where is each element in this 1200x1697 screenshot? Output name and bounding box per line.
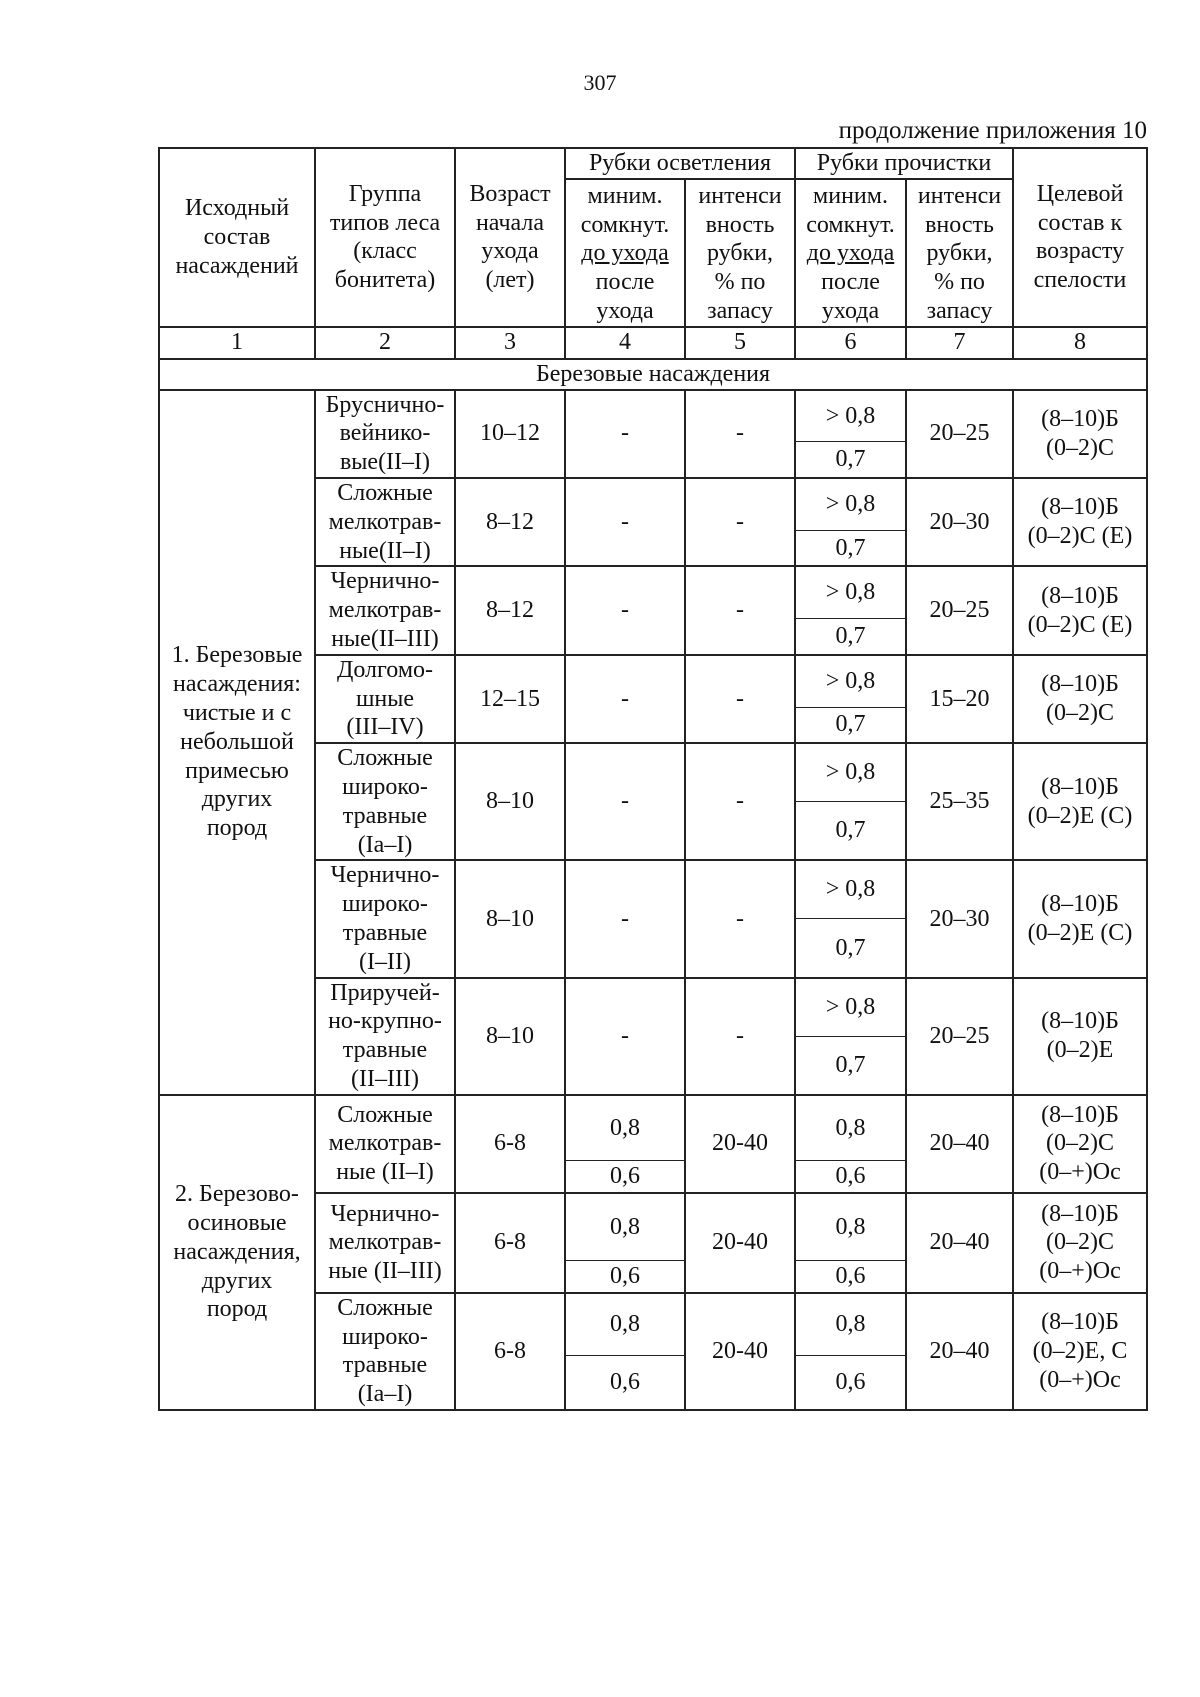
forest-type-line: травные xyxy=(342,1037,428,1064)
clearing-density-after: 0,6 xyxy=(565,1355,685,1409)
data-row xyxy=(159,1095,1147,1161)
target-composition-cell xyxy=(1013,1095,1147,1193)
clearing-min-cell: - xyxy=(565,860,685,977)
column-number-row xyxy=(159,327,1147,359)
thinning-density-after: 0,6 xyxy=(795,1355,906,1409)
forest-type-line: шные xyxy=(355,685,415,712)
forest-care-table xyxy=(158,147,1148,1411)
target-composition-cell xyxy=(1013,390,1147,478)
header-text-line: вность xyxy=(925,211,994,238)
thinning-density-after: 0,7 xyxy=(795,919,906,978)
clearing-intensity-cell: 20-40 xyxy=(685,1095,795,1193)
header-text-line: Группа xyxy=(348,180,422,207)
group-label-line: пород xyxy=(206,815,268,842)
clearing-intensity-cell: - xyxy=(685,655,795,743)
header-intensity xyxy=(685,179,795,327)
continuation-note: продолжение приложения 10 xyxy=(838,117,1147,144)
start-age-cell: 6-8 xyxy=(455,1193,565,1293)
group-label-line: примесью xyxy=(185,757,289,784)
forest-type-line: травные xyxy=(342,1352,428,1379)
clearing-intensity-cell: 20-40 xyxy=(685,1193,795,1293)
clearing-density-before: 0,8 xyxy=(565,1193,685,1261)
header-text-line: до ухода xyxy=(806,240,895,267)
forest-type-line: (III–IV) xyxy=(346,714,424,741)
target-line: (8–10)Б xyxy=(1041,1309,1119,1336)
target-line: (8–10)Б xyxy=(1041,773,1119,800)
clearing-intensity-cell: - xyxy=(685,566,795,654)
column-number: 6 xyxy=(795,327,906,359)
forest-type-line: (II–III) xyxy=(351,1065,419,1092)
group-label-birch-aspen xyxy=(159,1095,315,1410)
group-label-line: 1. Березовые xyxy=(171,642,303,669)
target-line: (0–2)Е (С) xyxy=(1027,919,1133,946)
clearing-density-after: 0,6 xyxy=(565,1161,685,1193)
clearing-min-cell: - xyxy=(565,566,685,654)
column-number: 7 xyxy=(906,327,1013,359)
header-text-line: (класс xyxy=(353,238,417,265)
forest-type-line: Приручей- xyxy=(330,979,440,1006)
forest-type-line: широко- xyxy=(342,891,428,918)
forest-type-cell xyxy=(315,566,455,654)
target-line: (0–2)Е, С xyxy=(1032,1337,1128,1364)
header-text-line: Целевой xyxy=(1036,180,1124,207)
clearing-density-before: 0,8 xyxy=(565,1293,685,1356)
thinning-density-before: 0,8 xyxy=(795,1293,906,1356)
thinning-density-before: > 0,8 xyxy=(795,390,906,442)
header-text-line: интенси xyxy=(698,182,782,209)
table-body xyxy=(159,148,1147,1410)
clearing-intensity-cell: - xyxy=(685,743,795,860)
forest-type-line: (I–II) xyxy=(359,948,411,975)
forest-type-line: широко- xyxy=(342,773,428,800)
forest-type-cell xyxy=(315,1293,455,1410)
forest-type-cell xyxy=(315,655,455,743)
target-line: (0–+)Ос xyxy=(1039,1159,1121,1186)
header-text-line: запасу xyxy=(926,297,993,324)
start-age-cell: 8–12 xyxy=(455,478,565,566)
forest-type-line: ные(II–I) xyxy=(339,537,431,564)
target-composition-cell xyxy=(1013,1193,1147,1293)
group-label-line: чистые и с xyxy=(182,699,292,726)
thinning-intensity-cell: 25–35 xyxy=(906,743,1013,860)
target-line: (0–2)Е (С) xyxy=(1027,802,1133,829)
column-number: 8 xyxy=(1013,327,1147,359)
header-text-line: рубки, xyxy=(706,240,774,267)
forest-type-line: Сложные xyxy=(337,1101,433,1128)
thinning-density-after: 0,7 xyxy=(795,530,906,566)
header-intensity xyxy=(906,179,1013,327)
column-number: 5 xyxy=(685,327,795,359)
header-text-line: состав к xyxy=(1037,209,1123,236)
clearing-intensity-cell: - xyxy=(685,860,795,977)
target-line: (0–+)Ос xyxy=(1039,1258,1121,1285)
target-composition-cell xyxy=(1013,1293,1147,1410)
thinning-density-after: 0,6 xyxy=(795,1261,906,1293)
thinning-density-after: 0,6 xyxy=(795,1161,906,1193)
column-number: 2 xyxy=(315,327,455,359)
thinning-density-before: > 0,8 xyxy=(795,478,906,530)
group-label-line: пород xyxy=(206,1296,268,1323)
header-text-line: запасу xyxy=(707,297,773,324)
target-composition-cell xyxy=(1013,655,1147,743)
thinning-density-before: > 0,8 xyxy=(795,566,906,618)
thinning-density-before: 0,8 xyxy=(795,1095,906,1161)
thinning-density-after: 0,7 xyxy=(795,802,906,861)
target-composition-cell xyxy=(1013,566,1147,654)
thinning-intensity-cell: 15–20 xyxy=(906,655,1013,743)
target-line: (8–10)Б xyxy=(1041,494,1119,521)
forest-type-line: Сложные xyxy=(337,479,433,506)
target-line: (8–10)Б xyxy=(1041,1200,1119,1227)
forest-type-cell xyxy=(315,390,455,478)
data-row xyxy=(159,390,1147,442)
group-label-line: насаждения: xyxy=(173,671,301,698)
thinning-intensity-cell: 20–25 xyxy=(906,566,1013,654)
header-text-line: рубки, xyxy=(926,240,993,267)
forest-type-line: Сложные xyxy=(337,1294,433,1321)
target-line: (8–10)Б xyxy=(1041,582,1119,609)
header-text-line: насаждений xyxy=(175,252,299,279)
header-text-line: (лет) xyxy=(485,267,535,294)
start-age-cell: 12–15 xyxy=(455,655,565,743)
clearing-intensity-cell: - xyxy=(685,390,795,478)
forest-type-line: Бруснично- xyxy=(325,391,445,418)
thinning-intensity-cell: 20–25 xyxy=(906,390,1013,478)
target-line: (0–2)С xyxy=(1046,699,1114,726)
header-text-line: Исходный xyxy=(184,195,290,222)
thinning-density-before: > 0,8 xyxy=(795,860,906,919)
start-age-cell: 10–12 xyxy=(455,390,565,478)
target-composition-cell xyxy=(1013,478,1147,566)
forest-type-line: травные xyxy=(342,919,428,946)
column-number: 3 xyxy=(455,327,565,359)
header-group-thinning: Рубки прочистки xyxy=(795,148,1013,179)
header-row-1 xyxy=(159,148,1147,179)
thinning-intensity-cell: 20–30 xyxy=(906,860,1013,977)
start-age-cell: 8–10 xyxy=(455,860,565,977)
forest-type-line: вейнико- xyxy=(339,420,431,447)
header-text-line: сомкнут. xyxy=(580,211,670,238)
target-line: (8–10)Б xyxy=(1041,1008,1119,1035)
forest-type-line: травные xyxy=(342,802,428,829)
target-line: (0–2)С xyxy=(1046,434,1114,461)
group-label-line: других xyxy=(201,786,273,813)
group-label-line: других xyxy=(201,1267,273,1294)
forest-type-line: вые(II–I) xyxy=(339,449,431,476)
forest-type-cell xyxy=(315,1193,455,1293)
group-label-birch xyxy=(159,390,315,1095)
clearing-intensity-cell: - xyxy=(685,978,795,1095)
target-line: (8–10)Б xyxy=(1041,671,1119,698)
header-forest-type-group xyxy=(315,148,455,327)
forest-type-line: мелкотрав- xyxy=(328,1229,442,1256)
clearing-min-cell: - xyxy=(565,978,685,1095)
clearing-density-after: 0,6 xyxy=(565,1261,685,1293)
group-label-line: насаждения, xyxy=(173,1238,301,1265)
header-text-line: миним. xyxy=(813,182,888,209)
header-target-composition xyxy=(1013,148,1147,327)
group-label-line: 2. Березово- xyxy=(175,1181,299,1208)
target-composition-cell xyxy=(1013,860,1147,977)
forest-type-line: ные(II–III) xyxy=(331,625,439,652)
thinning-density-after: 0,7 xyxy=(795,442,906,478)
target-line: (0–2)С xyxy=(1046,1229,1114,1256)
header-min-density xyxy=(565,179,685,327)
header-text-line: до ухода xyxy=(581,240,669,267)
forest-type-line: мелкотрав- xyxy=(328,1130,442,1157)
header-text-line: бонитета) xyxy=(334,267,436,294)
thinning-density-after: 0,7 xyxy=(795,707,906,743)
start-age-cell: 8–12 xyxy=(455,566,565,654)
header-text-line: спелости xyxy=(1033,267,1127,294)
thinning-density-before: > 0,8 xyxy=(795,743,906,802)
target-line: (0–2)С (Е) xyxy=(1027,611,1133,638)
header-text-line: % по xyxy=(714,269,766,296)
column-number: 1 xyxy=(159,327,315,359)
target-line: (0–+)Ос xyxy=(1039,1366,1121,1393)
header-text-line: ухода xyxy=(596,297,654,324)
header-text-line: сомкнут. xyxy=(806,211,895,238)
forest-type-line: Сложные xyxy=(337,745,433,772)
thinning-intensity-cell: 20–30 xyxy=(906,478,1013,566)
target-line: (8–10)Б xyxy=(1041,1101,1119,1128)
header-text-line: начала xyxy=(475,209,545,236)
group-label-line: небольшой xyxy=(180,728,294,755)
header-text-line: ухода xyxy=(821,297,880,324)
forest-type-cell xyxy=(315,978,455,1095)
thinning-density-after: 0,7 xyxy=(795,619,906,655)
forest-type-line: Чернично- xyxy=(330,862,440,889)
header-text-line: % по xyxy=(934,269,985,296)
forest-type-cell xyxy=(315,860,455,977)
thinning-intensity-cell: 20–40 xyxy=(906,1193,1013,1293)
header-text-line: ухода xyxy=(481,238,539,265)
header-text-line: типов леса xyxy=(329,209,441,236)
target-line: (0–2)С xyxy=(1046,1130,1114,1157)
forest-type-cell xyxy=(315,478,455,566)
target-composition-cell xyxy=(1013,978,1147,1095)
clearing-intensity-cell: 20-40 xyxy=(685,1293,795,1410)
column-number: 4 xyxy=(565,327,685,359)
header-care-start-age xyxy=(455,148,565,327)
thinning-intensity-cell: 20–40 xyxy=(906,1095,1013,1193)
start-age-cell: 6-8 xyxy=(455,1095,565,1193)
forest-type-line: (Ia–I) xyxy=(357,1381,413,1408)
forest-type-line: ные (II–III) xyxy=(328,1258,442,1285)
start-age-cell: 6-8 xyxy=(455,1293,565,1410)
header-text-line: интенси xyxy=(917,182,1002,209)
forest-type-line: (Ia–I) xyxy=(357,831,413,858)
header-min-density xyxy=(795,179,906,327)
target-line: (0–2)С (Е) xyxy=(1027,523,1133,550)
thinning-density-after: 0,7 xyxy=(795,1036,906,1095)
clearing-intensity-cell: - xyxy=(685,478,795,566)
header-group-clearing: Рубки осветления xyxy=(565,148,795,179)
header-text-line: возрасту xyxy=(1035,238,1125,265)
header-text-line: после xyxy=(821,269,880,296)
forest-type-line: Чернично- xyxy=(330,1200,440,1227)
header-text-line: вность xyxy=(705,211,775,238)
forest-type-line: но-крупно- xyxy=(328,1008,442,1035)
clearing-min-cell: - xyxy=(565,478,685,566)
clearing-density-before: 0,8 xyxy=(565,1095,685,1161)
forest-type-line: мелкотрав- xyxy=(328,597,442,624)
header-text-line: Возраст xyxy=(469,180,551,207)
header-text-line: состав xyxy=(203,223,271,250)
forest-type-line: мелкотрав- xyxy=(328,508,442,535)
forest-type-cell xyxy=(315,743,455,860)
section-title: Березовые насаждения xyxy=(159,359,1147,390)
section-row xyxy=(159,359,1147,390)
forest-type-cell xyxy=(315,1095,455,1193)
clearing-min-cell: - xyxy=(565,655,685,743)
forest-type-line: широко- xyxy=(342,1323,428,1350)
group-label-line: осиновые xyxy=(187,1210,287,1237)
forest-type-line: Чернично- xyxy=(330,568,440,595)
header-source-composition xyxy=(159,148,315,327)
forest-type-line: ные (II–I) xyxy=(336,1159,434,1186)
target-line: (8–10)Б xyxy=(1041,405,1119,432)
target-line: (8–10)Б xyxy=(1041,891,1119,918)
thinning-intensity-cell: 20–40 xyxy=(906,1293,1013,1410)
thinning-density-before: > 0,8 xyxy=(795,655,906,707)
start-age-cell: 8–10 xyxy=(455,743,565,860)
target-line: (0–2)Е xyxy=(1046,1037,1114,1064)
header-text-line: после xyxy=(595,269,655,296)
clearing-min-cell: - xyxy=(565,743,685,860)
thinning-density-before: > 0,8 xyxy=(795,978,906,1037)
start-age-cell: 8–10 xyxy=(455,978,565,1095)
thinning-intensity-cell: 20–25 xyxy=(906,978,1013,1095)
clearing-min-cell: - xyxy=(565,390,685,478)
header-text-line: миним. xyxy=(587,182,663,209)
page-number: 307 xyxy=(583,70,617,95)
target-composition-cell xyxy=(1013,743,1147,860)
forest-type-line: Долгомо- xyxy=(337,656,433,683)
thinning-density-before: 0,8 xyxy=(795,1193,906,1261)
